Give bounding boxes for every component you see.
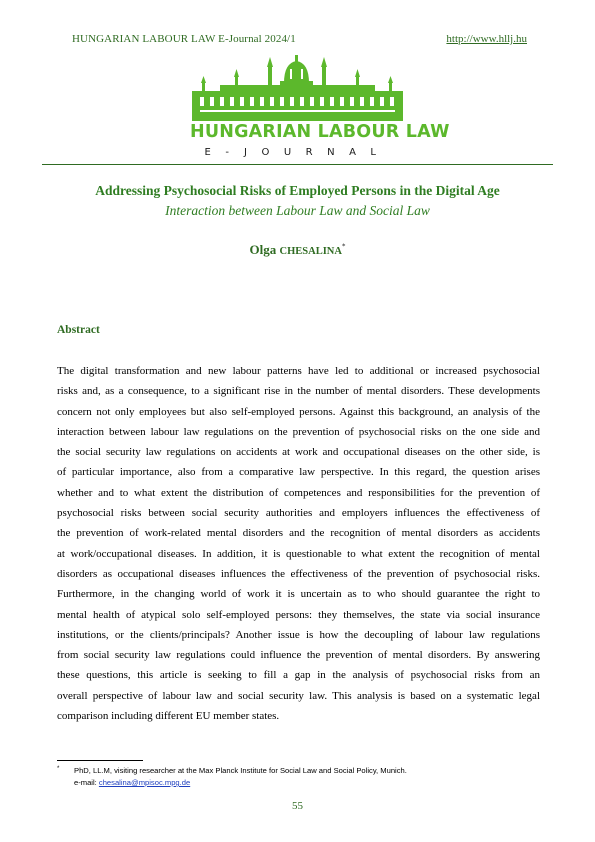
abstract-line: at work/occupational diseases. In addition, it is questionable to what extent the recognition of mental [57,547,540,560]
header-rule [42,164,553,165]
abstract-line: of particular importance, also from a comparative law perspective. In this regard, the question arises [57,466,540,479]
page-number: 55 [292,800,303,812]
article-title: Addressing Psychosocial Risks of Employed Persons in the Digital Age [95,183,500,198]
abstract-line: concern not only employees but also self-employed persons. Against this background, an analysis of the [57,405,540,418]
abstract-line: overall perspective of labour law and social security law. This analysis is based on a systematic legal [57,689,540,702]
footnote-marker[interactable]: * [341,242,346,251]
footnote-affiliation: PhD, LL.M, visiting researcher at the Max Planck Institute for Social Law and Social Policy, Munich. [74,766,407,775]
abstract-line: Furthermore, in the changing world of work it is uncertain as to who should guarantee the right to [57,588,540,601]
author-email-link[interactable]: chesalina@mpisoc.mpg.de [98,778,191,787]
logo-title: HUNGARIAN LABOUR LAW [190,122,450,142]
abstract-line: risks and, as a consequence, to a significant rise in the number of mental disorders. These developments [57,385,540,398]
footnote [57,765,537,789]
author-first-name: Olga [249,242,277,257]
abstract-line: the social security law regulations on accidents at work and occupational diseases on the other side, is [57,446,540,459]
author-last-name: CHESALINA [279,246,342,257]
journal-issue: HUNGARIAN LABOUR LAW E-Journal 2024/1 [72,33,296,45]
journal-url-link[interactable]: http://www.hllj.hu [446,33,527,45]
abstract-line: these questions, this article is seeking to fill a gap in the analysis of psychosocial risks from an [57,669,540,682]
abstract-heading: Abstract [57,324,100,336]
abstract-line: mental health of atypical solo self-employed persons: they themselves, the state via social insurance [57,608,540,621]
abstract-line: whether and to what extent the distribution of competences and responsibilities for the prevention of [57,486,540,499]
email-label: e-mail: [74,778,99,787]
running-header [72,33,527,47]
abstract-line: psychosocial risks between social security authorities and employers influences the effectiveness of [57,507,540,520]
footnote-email-line [57,777,537,789]
logo-subtitle: E-JOURNAL [204,147,391,158]
abstract-line: from social security law regulations could influence the prevention of mental disorders. By answering [57,649,540,662]
article-subtitle: Interaction between Labour Law and Social Law [165,203,430,218]
abstract-line: the prevention of work-related mental disorders and the recognition of mental disorders as accidents [57,527,540,540]
abstract-line: disorders as occupational diseases influences the effectiveness of the prevention of psychosocial risks. [57,567,540,580]
abstract-body [57,361,540,726]
abstract-line: institutions, or the clients/principals? Another issue is how the decoupling of labour law regulations [57,628,540,641]
parliament-building-icon [180,55,415,125]
footnote-rule [57,760,143,761]
abstract-line: comparison including different EU member states. [57,710,280,723]
author-name [40,242,555,258]
footnote-mark: * [57,766,60,772]
abstract-line: interaction between labour law regulations on the prevention of psychosocial risks on the one side and [57,425,540,438]
abstract-line: The digital transformation and new labour patterns have led to additional or increased psychosocial [57,365,540,377]
